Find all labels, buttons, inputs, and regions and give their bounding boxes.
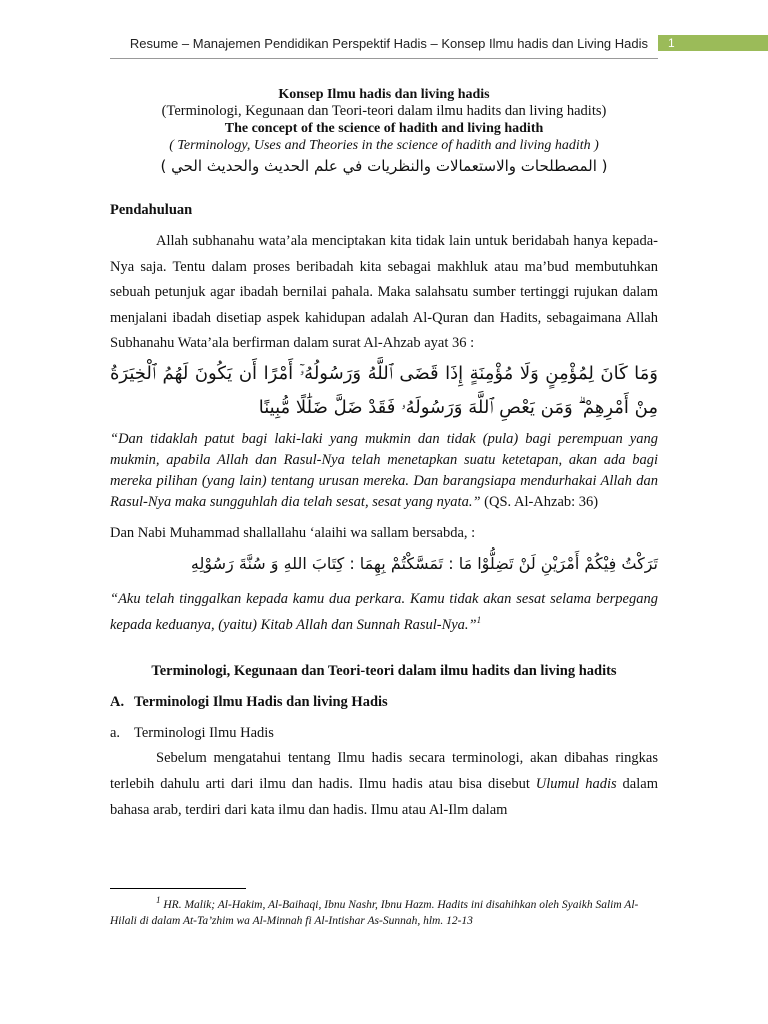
title-english: The concept of the science of hadith and living hadith: [224, 121, 544, 136]
footnote: [110, 892, 658, 929]
hadith-intro: Dan Nabi Muhammad shallallahu ‘alaihi wa sallam bersabda, :: [110, 524, 476, 541]
hadith-translation: “Aku telah tinggalkan kepada kamu dua perkara. Kamu tidak akan sesat selama berpegang kepada keduanya, (yaitu) Kitab Allah dan Sunnah Rasul-Nya.”$^1$: [110, 590, 658, 633]
document-body: [110, 86, 658, 823]
header-divider: [110, 58, 658, 59]
ulumul-hadis-term: Ulumul hadis: [535, 775, 617, 792]
page-number-badge: 1: [658, 35, 768, 51]
verse-reference: (QS. Al-Ahzab: 36): [480, 493, 599, 510]
footnote-divider: [110, 888, 246, 889]
footnote-ref[interactable]: 1: [476, 614, 482, 625]
quran-verse-arabic: وَمَا كَانَ لِمُؤْمِنٍ وَلَا مُؤْمِنَةٍ إِذَا قَضَى ٱللَّهُ وَرَسُولُهُۥٓ أَمْرًا أَن يَكُونَ لَهُمُ ٱلْخِيَرَةُ مِنْ أَمْرِهِمْ ۗ وَمَن يَعْصِ ٱللَّهَ وَرَسُولَهُۥ فَقَدْ ضَلَّ ضَلَٰلًا مُّبِينًا: [110, 362, 658, 418]
item-text: Terminologi Ilmu Hadis: [134, 725, 274, 742]
subheading-text: Terminologi Ilmu Hadis dan living Hadis: [134, 694, 388, 711]
item-marker: a.: [110, 725, 121, 742]
title-indonesian: Konsep Ilmu hadis dan living hadis: [278, 87, 490, 102]
subheading-marker: A.: [110, 694, 125, 711]
running-title: Resume – Manajemen Pendidikan Perspektif Hadis – Konsep Ilmu hadis dan Living Hadis: [129, 36, 648, 51]
title-block: [110, 86, 658, 178]
subtitle-indonesian: (Terminologi, Kegunaan dan Teori-teori dalam ilmu hadits dan living hadits): [161, 103, 607, 119]
subtitle-english: ( Terminology, Uses and Theories in the science of hadith and living hadith ): [169, 138, 599, 153]
footnote-text: HR. Malik; Al-Hakim, Al-Baihaqi, Ibnu Nashr, Ibnu Hazm. Hadits ini disahihkan oleh Syaikh Salim Al-Hilali di dalam At-Ta’zhim wa Al-Minnah fi Al-Intishar As-Sunnah, hlm. 12-13: [110, 898, 639, 927]
footnote-number: 1: [156, 895, 161, 905]
section-heading: Terminologi, Kegunaan dan Teori-teori dalam ilmu hadits dan living hadits: [151, 663, 617, 680]
intro-heading: Pendahuluan: [110, 202, 193, 218]
hadith-arabic: تَرَكْتُ فِيْكُمْ أَمْرَيْنِ لَنْ تَضِلُّوْا مَا : تَمَسَّكْتُمْ بِهِمَا : كِتَابَ اللهِ وَ سُنَّةَ رَسُوْلِهِ: [190, 553, 658, 573]
intro-paragraph: Allah subhanahu wata’ala menciptakan kita tidak lain untuk beridabah hanya kepada-Nya saja. Tentu dalam proses beribadah kita sebagai makhluk atau ma’bud membutuhkan sebuah petunjuk agar ibadah bernilai pahala. Maka salahsatu sumber tertinggi rujukan dalam menjalani ibadah disetiap aspek kahidupan adalah Al-Quran dan Hadits, sebagaimana Allah Subhanahu Wata’ala berfirman dalam surat Al-Ahzab ayat 36 :: [110, 233, 658, 352]
subheading-a: [110, 694, 658, 711]
title-arabic: ( المصطلحات والاستعمالات والنظريات في علم الحديث والحديث الحي ): [160, 157, 608, 175]
page-header: [0, 30, 768, 58]
terminology-paragraph: Sebelum mengatahui tentang Ilmu hadis secara terminologi, akan dibahas ringkas terlebih dahulu arti dari ilmu dan hadis. Ilmu hadis atau bisa disebut Ulumul hadis dalam bahasa arab, terdiri dari kata ilmu dan hadis. Ilmu atau Al-Ilm dalam: [110, 750, 658, 818]
verse-translation: “Dan tidaklah patut bagi laki-laki yang mukmin dan tidak (pula) bagi perempuan yang mukmin, apabila Allah dan Rasul-Nya telah menetapkan suatu ketetapan, akan ada bagi mereka pilihan (yang lain) tentang urusan mereka. Dan barangsiapa mendurhakai Allah dan Rasul-Nya maka sungguhlah dia telah sesat, sesat yang nyata.” (QS. Al-Ahzab: 36): [110, 430, 658, 510]
list-item-a: [110, 725, 658, 742]
